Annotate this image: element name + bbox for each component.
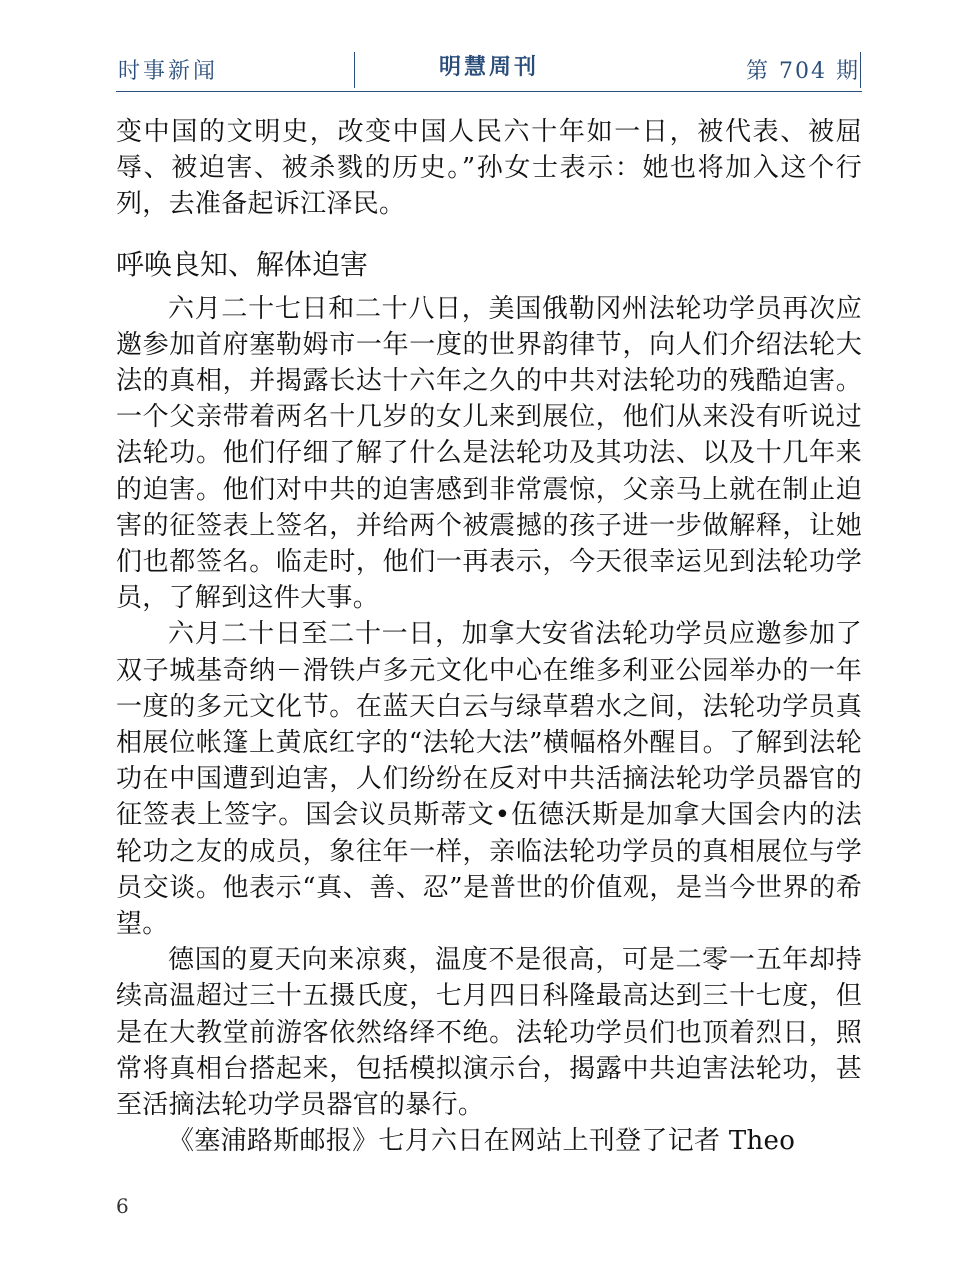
issue-number: 第 704 期 [746,59,860,84]
intro-paragraph: 变中国的文明史，改变中国人民六十年如一日，被代表、被屈辱、被迫害、被杀戮的历史。”孙女士表示：她也将加入这个行列，去准备起诉江泽民。 [116,117,862,220]
paragraph-oregon: 六月二十七日和二十八日，美国俄勒冈州法轮功学员再次应邀参加首府塞勒姆市一年一度的世界韵律节，向人们介绍法轮大法的真相，并揭露长达十六年之久的中共对法轮功的残酷迫害。一个父亲带着两名十几岁的女儿来到展位，他们从来没有听说过法轮功。他们仔细了解了什么是法轮功及其功法、以及十几年来的迫害。他们对中共的迫害感到非常震惊，父亲马上就在制止迫害的征签表上签名，并给两个被震撼的孩子进一步做解释，让她们也都签名。临走时，他们一再表示，今天很幸运见到法轮功学员，了解到这件大事。 [116,293,862,614]
header-divider-right [860,52,861,88]
article-body [116,114,862,1159]
paragraph-canada: 六月二十日至二十一日，加拿大安省法轮功学员应邀参加了双子城基奇纳－滑铁卢多元文化中心在维多利亚公园举办的一年一度的多元文化节。在蓝天白云与绿草碧水之间，法轮功学员真相展位帐篷上黄底红字的“法轮大法”横幅格外醒目。了解到法轮功在中国遭到迫害，人们纷纷在反对中共活摘法轮功学员器官的征签表上签字。国会议员斯蒂文•伍德沃斯是加拿大国会内的法轮功之友的成员，象往年一样，亲临法轮功学员的真相展位与学员交谈。他表示“真、善、忍”是普世的价值观，是当今世界的希望。 [116,619,862,940]
paragraph-cyprus: 《塞浦路斯邮报》七月六日在网站上刊登了记者 Theo [168,1126,796,1157]
page-header [116,48,862,92]
page-number: 6 [116,1194,129,1218]
header-rule [116,91,862,92]
magazine-title: 明慧周刊 [438,55,539,80]
section-title: 时事新闻 [118,59,219,84]
paragraph-germany: 德国的夏天向来凉爽，温度不是很高，可是二零一五年却持续高温超过三十五摄氏度，七月四日科隆最高达到三十七度，但是在大教堂前游客依然络绎不绝。法轮功学员们也顶着烈日，照常将真相台搭起来，包括模拟演示台，揭露中共迫害法轮功，甚至活摘法轮功学员器官的暴行。 [116,945,862,1121]
section-heading: 呼唤良知、解体迫害 [116,247,369,281]
